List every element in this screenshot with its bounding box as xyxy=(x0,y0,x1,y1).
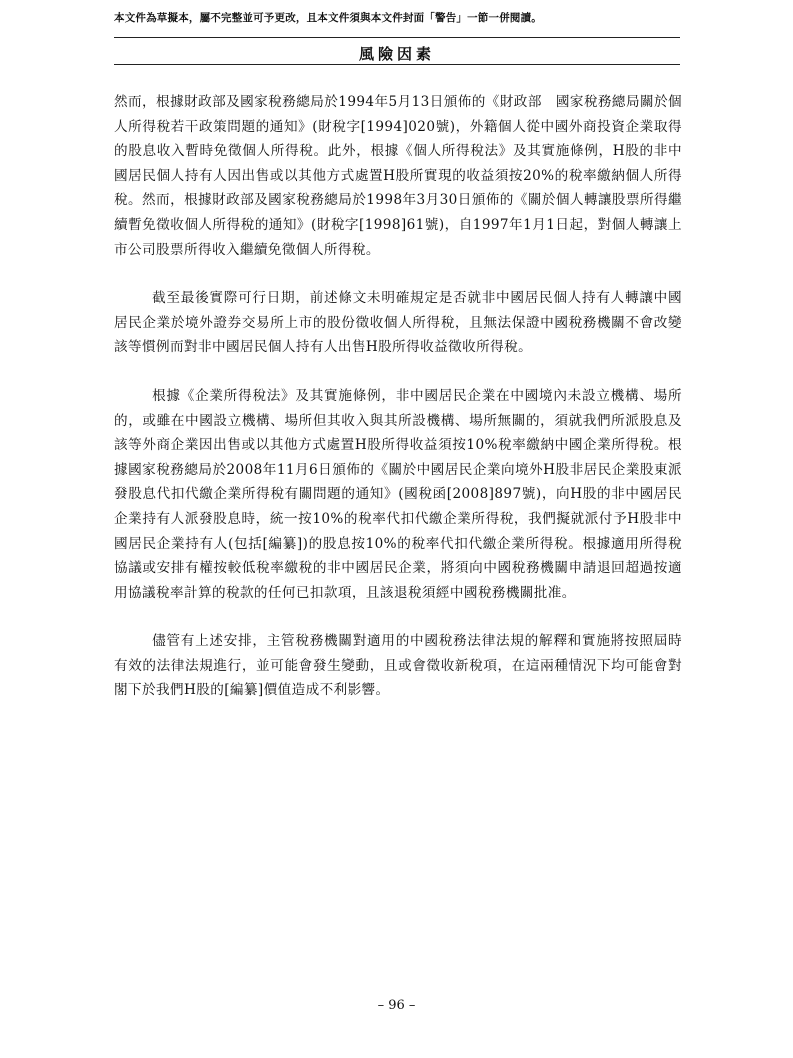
section-title: 風險因素 xyxy=(358,45,435,63)
paragraph-4: 儘管有上述安排，主管稅務機關對適用的中國稅務法律法規的解釋和實施將按照屆時有效的法律法規進行，並可能會發生變動，且或會徵收新稅項，在這兩種情況下均可能會對 閣下於我們H股的[編纂]價值造成不利影響。 xyxy=(114,633,696,699)
header-rule-bottom xyxy=(114,64,680,65)
draft-notice: 本文件為草擬本，屬不完整並可予更改，且本文件須與本文件封面「警告」一節一併閱讀。 xyxy=(114,12,542,24)
paragraph-1: 然而，根據財政部及國家稅務總局於1994年5月13日頒佈的《財政部 國家稅務總局關於個人所得稅若干政策問題的通知》(財稅字[1994]020號)，外籍個人從中國外商投資企業取得的股息收入暫時免徵個人所得稅。此外，根據《個人所得稅法》及其實施條例，H股的非中國居民個人持有人因出售或以其他方式處置H股所實現的收益須按20%的稅率繳納個人所得稅。然而，根據財政部及國家稅務總局於1998年3月30日頒佈的《關於個人轉讓股票所得繼續暫免徵收個人所得稅的通知》(財稅字[1998]61號)，自1997年1月1日起，對個人轉讓上市公司股票所得收入繼續免徵個人所得稅。 xyxy=(114,94,682,258)
paragraph-3: 根據《企業所得稅法》及其實施條例，非中國居民企業在中國境內未設立機構、場所的，或雖在中國設立機構、場所但其收入與其所設機構、場所無關的，須就我們所派股息及該等外商企業因出售或以其他方式處置H股所得收益須按10%稅率繳納中國企業所得稅。根據國家稅務總局於2008年11月6日頒佈的《關於中國居民企業向境外H股非居民企業股東派發股息代扣代繳企業所得稅有關問題的通知》(國稅函[2008]897號)，向H股的非中國居民企業持有人派發股息時，統一按10%的稅率代扣代繳企業所得稅，我們擬就派付予H股非中國居民企業持有人(包括[編纂])的股息按10%的稅率代扣代繳企業所得稅。根據適用所得稅協議或安排有權按較低稅率繳稅的非中國居民企業，將須向中國稅務機關申請退回超過按適用協議稅率計算的稅款的任何已扣款項，且該退稅須經中國稅務機關批准。 xyxy=(114,387,682,601)
body-text xyxy=(114,90,696,727)
paragraph-2: 截至最後實際可行日期，前述條文未明確規定是否就非中國居民個人持有人轉讓中國居民企業於境外證券交易所上市的股份徵收個人所得稅，且無法保證中國稅務機關不會改變該等慣例而對非中國居民個人持有人出售H股所得收益徵收所得稅。 xyxy=(114,290,682,356)
page-number: – 96 – xyxy=(377,998,416,1013)
header-rule-top xyxy=(114,37,680,38)
